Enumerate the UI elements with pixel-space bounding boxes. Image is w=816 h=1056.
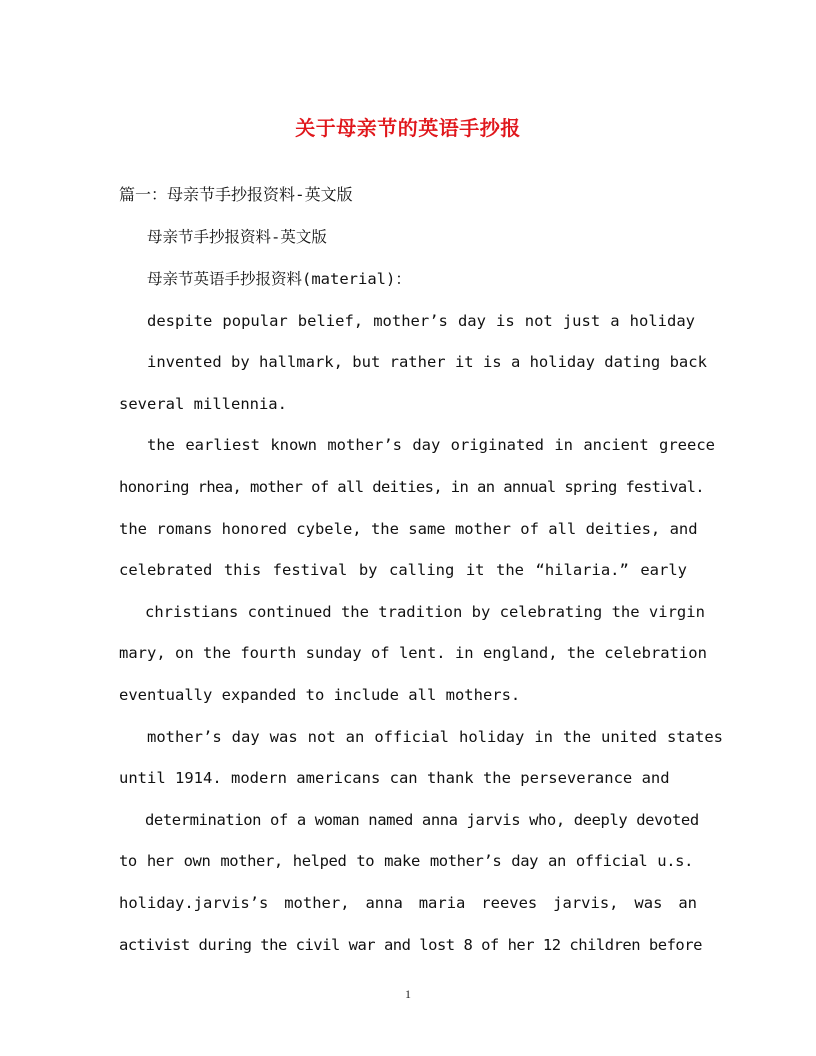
body-line: until 1914. modern americans can thank the perseverance and	[119, 769, 670, 787]
body-line: celebrated this festival by calling it the “hilaria.” early	[119, 561, 687, 579]
body-line: mary, on the fourth sunday of lent. in england, the celebration	[119, 644, 707, 662]
body-line: christians continued the tradition by celebrating the virgin	[145, 603, 705, 621]
body-line: honoring rhea, mother of all deities, in an annual spring festival.	[119, 478, 705, 496]
document-title: 关于母亲节的英语手抄报	[295, 116, 521, 140]
body-line: to her own mother, helped to make mother’s day an official u.s.	[119, 852, 693, 870]
body-line: mother’s day was not an official holiday in the united states	[147, 728, 723, 746]
page-number: 1	[405, 987, 411, 1001]
subheading-line: 母亲节英语手抄报资料(material)：	[147, 270, 411, 288]
body-line: determination of a woman named anna jarvis who, deeply devoted	[145, 811, 699, 829]
body-line: several millennia.	[119, 395, 287, 413]
body-line: holiday.jarvis’s mother, anna maria reeves jarvis, was an	[119, 894, 697, 912]
body-line: eventually expanded to include all mothers.	[119, 686, 521, 704]
body-line: the earliest known mother’s day originated in ancient greece	[147, 436, 715, 454]
body-line: invented by hallmark, but rather it is a holiday dating back	[147, 353, 707, 371]
body-line: despite popular belief, mother’s day is not just a holiday	[147, 312, 695, 330]
subheading-line: 母亲节手抄报资料-英文版	[147, 228, 327, 246]
body-line: the romans honored cybele, the same mother of all deities, and	[119, 520, 698, 538]
section-heading: 篇一：母亲节手抄报资料-英文版	[119, 185, 353, 204]
body-line: activist during the civil war and lost 8 of her 12 children before	[119, 936, 702, 954]
